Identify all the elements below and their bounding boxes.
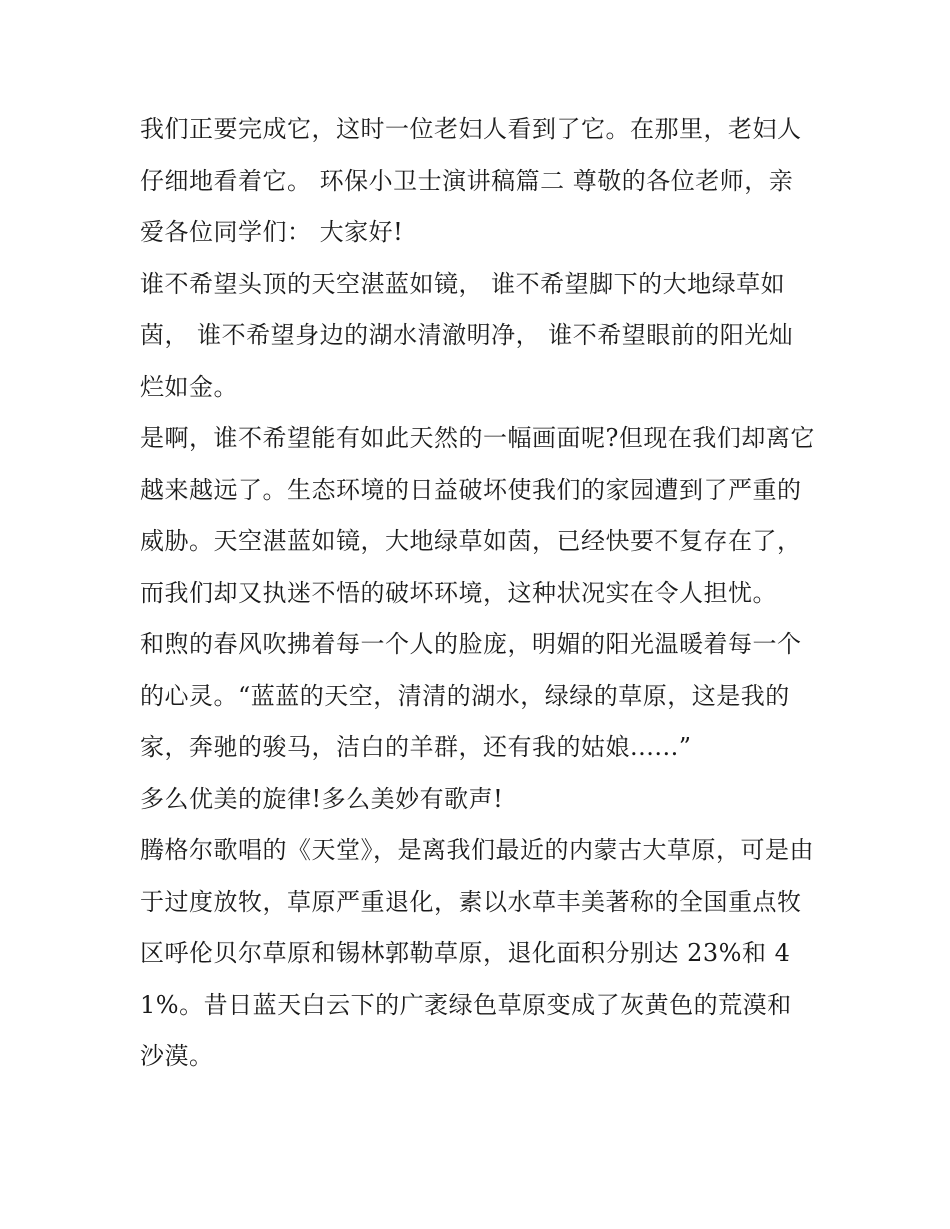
document-body	[140, 104, 815, 1083]
paragraph-3: 是啊，谁不希望能有如此天然的一幅画面呢?但现在我们却离它越来越远了。生态环境的日益破坏使我们的家园遭到了严重的威胁。天空湛蓝如镜，大地绿草如茵，已经快要不复存在了，而我们却又执迷不悟的破坏环境，这种状况实在令人担忧。	[140, 424, 815, 607]
paragraph-2: 谁不希望头顶的天空湛蓝如镜， 谁不希望脚下的大地绿草如茵， 谁不希望身边的湖水清澈明净， 谁不希望眼前的阳光灿烂如金。	[140, 269, 794, 401]
paragraph-6: 腾格尔歌唱的《天堂》，是离我们最近的内蒙古大草原，可是由于过度放牧，草原严重退化，素以水草丰美著称的全国重点牧区呼伦贝尔草原和锡林郭勒草原，退化面积分别达 23%和 41%。昔日蓝天白云下的广袤绿色草原变成了灰黄色的荒漠和沙漠。	[140, 836, 814, 1070]
paragraph-4: 和煦的春风吹拂着每一个人的脸庞，明媚的阳光温暖着每一个的心灵。“蓝蓝的天空，清清的湖水，绿绿的草原，这是我的家，奔驰的骏马，洁白的羊群，还有我的姑娘......”	[140, 630, 802, 761]
paragraph-5: 多么优美的旋律!多么美妙有歌声!	[140, 784, 504, 813]
paragraph-1: 我们正要完成它，这时一位老妇人看到了它。在那里，老妇人仔细地看着它。 环保小卫士演讲稿篇二 尊敬的各位老师，亲爱各位同学们： 大家好!	[140, 115, 802, 246]
